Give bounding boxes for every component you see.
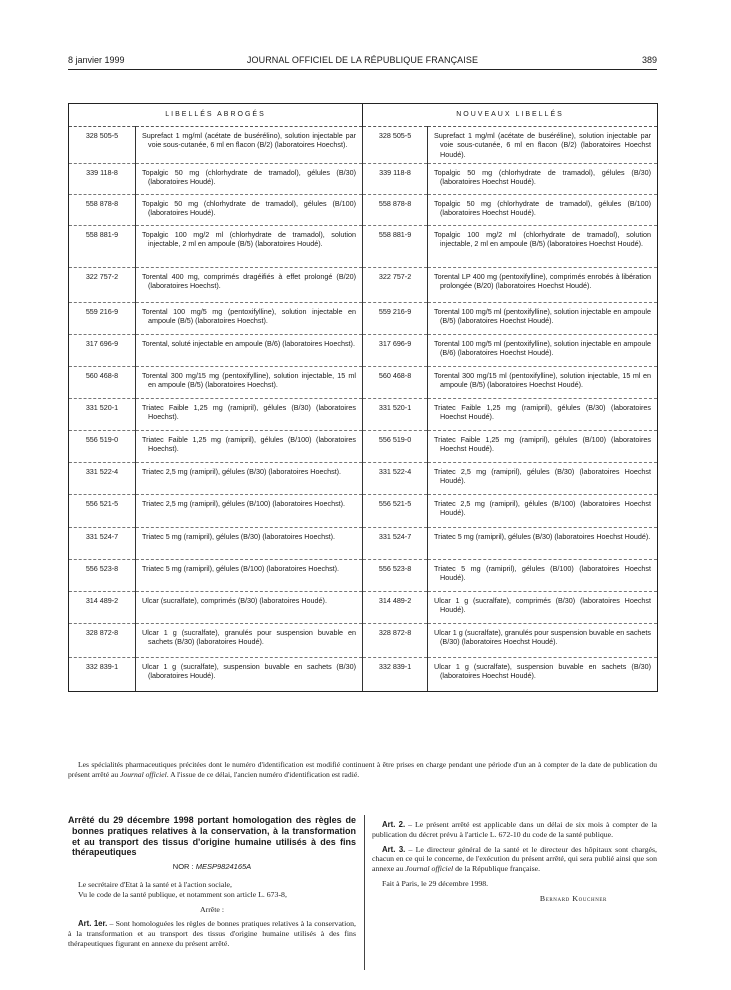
table-body [69,127,658,692]
old-label: Topalgic 50 mg (chlorhydrate de tramadol), gélules (B/100) (laboratoires Houdé). [136,195,363,226]
new-code: 559 216-9 [363,303,428,335]
table-row [69,560,658,592]
old-label: Triatec 2,5 mg (ramipril), gélules (B/30) (laboratoires Hoechst). [136,463,363,495]
new-label: Topalgic 50 mg (chlorhydrate de tramadol), gélules (B/100) (laboratoires Hoechst Houdé). [428,195,658,226]
new-label: Triatec Faible 1,25 mg (ramipril), gélules (B/100) (laboratoires Hoechst Houdé). [428,431,658,463]
old-label: Topalgic 100 mg/2 ml (chlorhydrate de tramadol), solution injectable, 2 ml en ampoule (B/5) (laboratoires Houdé). [136,226,363,268]
article-1-label: Art. 1er. [78,919,108,929]
old-code: 328 872-8 [69,624,136,658]
article-3-journal-officiel: Journal officiel [405,864,454,874]
article-3-text-1: – Le directeur général de la santé et le directeur des hôpitaux sont chargés, chacun en ce qui le concerne, de l'exécution du présent arrêté, qui sera publié ainsi que son annexe au [372,844,657,874]
new-label: Topalgic 100 mg/2 ml (chlorhydrate de tramadol), solution injectable, 2 ml en ampoule (B/5) (laboratoires Hoechst Houdé). [428,226,658,268]
new-code: 328 505-5 [363,127,428,164]
header-date: 8 janvier 1999 [68,55,125,65]
new-code: 328 872-8 [363,624,428,658]
table-row [69,303,658,335]
table-row [69,528,658,560]
old-label: Ulcar (sucralfate), comprimés (B/30) (laboratoires Houdé). [136,592,363,624]
table-row [69,226,658,268]
old-label: Ulcar 1 g (sucralfate), suspension buvable en sachets (B/30) (laboratoires Houdé). [136,658,363,692]
arrete-word: Arrête : [199,904,225,914]
old-code: 317 696-9 [69,335,136,367]
old-code: 339 118-8 [69,164,136,195]
page-header [68,55,657,70]
journal-title: JOURNAL OFFICIEL DE LA RÉPUBLIQUE FRANÇAISE [246,55,479,65]
arrete-intro: Le secrétaire d'Etat à la santé et à l'action sociale, [78,879,232,889]
new-label: Ulcar 1 g (sucralfate), suspension buvable en sachets (B/30) (laboratoires Hoechst Houdé). [428,658,658,692]
article-1-text: – Sont homologuées les règles de bonnes pratiques relatives à la conservation, à la transformation et au transport des tissus d'origine humaine utilisés à des fins thérapeutiques figurant en annexe du présent arrêté. [68,919,356,948]
old-label: Triatec 5 mg (ramipril), gélules (B/100) (laboratoires Hoechst). [136,560,363,592]
arrete-left-column [68,815,356,949]
new-label: Torental 300 mg/15 ml (pentoxifylline), solution injectable, 15 ml en ampoule (B/5) (laboratoires Hoechst Houdé). [428,367,658,399]
new-label: Torental LP 400 mg (pentoxifylline), comprimés enrobés à libération prolongée (B/20) (laboratoires Hoechst Houdé). [428,268,658,303]
table-row [69,495,658,528]
table-row [69,127,658,164]
old-label: Ulcar 1 g (sucralfate), granulés pour suspension buvable en sachets (B/30) (laboratoires Houdé). [136,624,363,658]
old-label: Triatec Faible 1,25 mg (ramipril), gélules (B/100) (laboratoires Hoechst). [136,431,363,463]
old-label: Triatec 2,5 mg (ramipril), gélules (B/100) (laboratoires Hoechst). [136,495,363,528]
article-2-text: – Le présent arrêté est applicable dans un délai de six mois à compter de la publication du décret prévu à l'article L. 672-10 du code de la santé publique. [372,820,657,839]
table-row [69,164,658,195]
arrete-right-column [372,815,657,904]
table-row [69,195,658,226]
article-1 [68,919,356,948]
old-label: Torental 300 mg/15 mg (pentoxifylline), solution injectable, 15 ml en ampoule (B/5) (laboratoires Hoechst). [136,367,363,399]
article-3 [372,845,657,874]
new-label: Triatec 5 mg (ramipril), gélules (B/30) (laboratoires Hoechst Houdé). [428,528,658,560]
new-label: Torental 100 mg/5 ml (pentoxifylline), solution injectable en ampoule (B/6) (laboratoires Hoechst Houdé). [428,335,658,367]
new-label: Topalgic 50 mg (chlorhydrate de tramadol), gélules (B/30) (laboratoires Hoechst Houdé). [428,164,658,195]
nor-code: MESP9824165A [195,862,252,872]
old-code: 331 520-1 [69,399,136,431]
note-paragraph [68,760,657,779]
new-code: 331 524-7 [363,528,428,560]
old-label: Suprefact 1 mg/ml (acétate de busérélino), solution injectable par voie sous-cutanée, 6 ml en flacon (B/2) (laboratoires Hoechst). [136,127,363,164]
old-code: 559 216-9 [69,303,136,335]
old-code: 558 878-8 [69,195,136,226]
new-label: Triatec 5 mg (ramipril), gélules (B/100) (laboratoires Hoechst Houdé). [428,560,658,592]
old-code: 328 505-5 [69,127,136,164]
new-code: 339 118-8 [363,164,428,195]
fait-a-paris: Fait à Paris, le 29 décembre 1998. [382,878,489,888]
table-row [69,658,658,692]
note-text-2: . A l'issue de ce délai, l'ancien numéro d'identification est radié. [166,769,360,779]
new-code: 556 523-8 [363,560,428,592]
new-label: Triatec 2,5 mg (ramipril), gélules (B/30) (laboratoires Hoechst Houdé). [428,463,658,495]
article-3-label: Art. 3. [382,844,406,854]
article-3-text-2: de la République française. [453,864,541,874]
table-row [69,268,658,303]
new-code: 322 757-2 [363,268,428,303]
old-code: 556 519-0 [69,431,136,463]
old-label: Topalgic 50 mg (chlorhydrate de tramadol), gélules (B/30) (laboratoires Houdé). [136,164,363,195]
new-code: 556 519-0 [363,431,428,463]
new-code: 317 696-9 [363,335,428,367]
new-label: Torental 100 mg/5 ml (pentoxifylline), solution injectable en ampoule (B/5) (laboratoires Hoechst Houdé). [428,303,658,335]
nor-label: NOR : [172,862,196,872]
old-code: 556 521-5 [69,495,136,528]
old-label: Triatec 5 mg (ramipril), gélules (B/30) (laboratoires Hoechst). [136,528,363,560]
old-code: 558 881-9 [69,226,136,268]
new-code: 558 881-9 [363,226,428,268]
new-code: 558 878-8 [363,195,428,226]
old-code: 332 839-1 [69,658,136,692]
table-row [69,399,658,431]
nor-reference [68,862,356,872]
table-row [69,463,658,495]
old-code: 331 522-4 [69,463,136,495]
arrete-vu: Vu le code de la santé publique, et notamment son article L. 673-8, [78,889,287,899]
old-code: 560 468-8 [69,367,136,399]
table-row [69,592,658,624]
old-label: Torental 400 mg, comprimés dragéifiés à effet prolongé (B/20) (laboratoires Hoechst). [136,268,363,303]
article-2 [372,820,657,840]
old-code: 314 489-2 [69,592,136,624]
table-row [69,624,658,658]
new-code: 314 489-2 [363,592,428,624]
new-code: 331 522-4 [363,463,428,495]
table-row [69,335,658,367]
article-2-label: Art. 2. [382,820,406,829]
new-code: 560 468-8 [363,367,428,399]
note-text-1: Les spécialités pharmaceutiques précitées dont le numéro d'identification est modifié continuent à être prises en charge pendant une période d'un an à compter de la date de publication du présent arrêté au [68,760,657,779]
new-label: Triatec Faible 1,25 mg (ramipril), gélules (B/30) (laboratoires Hoechst Houdé). [428,399,658,431]
libelles-table [68,103,658,692]
column-header-abroges: LIBELLÉS ABROGÉS [69,104,363,127]
table-row [69,431,658,463]
new-code: 556 521-5 [363,495,428,528]
new-code: 331 520-1 [363,399,428,431]
page-number: 389 [641,55,657,65]
signature: Bernard Kouchner [539,893,607,903]
old-label: Torental, soluté injectable en ampoule (B/6) (laboratoires Hoechst). [136,335,363,367]
new-label: Ulcar 1 g (sucralfate), comprimés (B/30) (laboratoires Hoechst Houdé). [428,592,658,624]
arrete-title: Arrêté du 29 décembre 1998 portant homologation des règles de bonnes pratiques relatives à la conservation, à la transformation et au transport des tissus d'origine humaine utilisés à des fins thérapeutiques [68,815,356,858]
old-label: Triatec Faible 1,25 mg (ramipril), gélules (B/30) (laboratoires Hoechst). [136,399,363,431]
table-header-row [69,104,658,127]
column-divider [364,815,365,970]
new-label: Suprefact 1 mg/ml (acétate de busérélinе), solution injectable par voie sous-cutanée, 6 ml en flacon (B/2) (laboratoires Hoechst Houdé). [428,127,658,164]
old-code: 322 757-2 [69,268,136,303]
new-label: Ulcar 1 g (sucralfate), granulés pour suspension buvable en sachets (B/30) (laboratoires Hoechst Houdé). [428,624,658,658]
old-code: 331 524-7 [69,528,136,560]
note-journal-officiel: Journal officiel [120,769,167,779]
table-row [69,367,658,399]
old-code: 556 523-8 [69,560,136,592]
column-header-nouveaux: NOUVEAUX LIBELLÉS [363,104,658,127]
new-code: 332 839-1 [363,658,428,692]
new-label: Triatec 2,5 mg (ramipril), gélules (B/100) (laboratoires Hoechst Houdé). [428,495,658,528]
old-label: Torental 100 mg/5 mg (pentoxifylline), solution injectable en ampoule (B/5) (laboratoires Hoechst). [136,303,363,335]
